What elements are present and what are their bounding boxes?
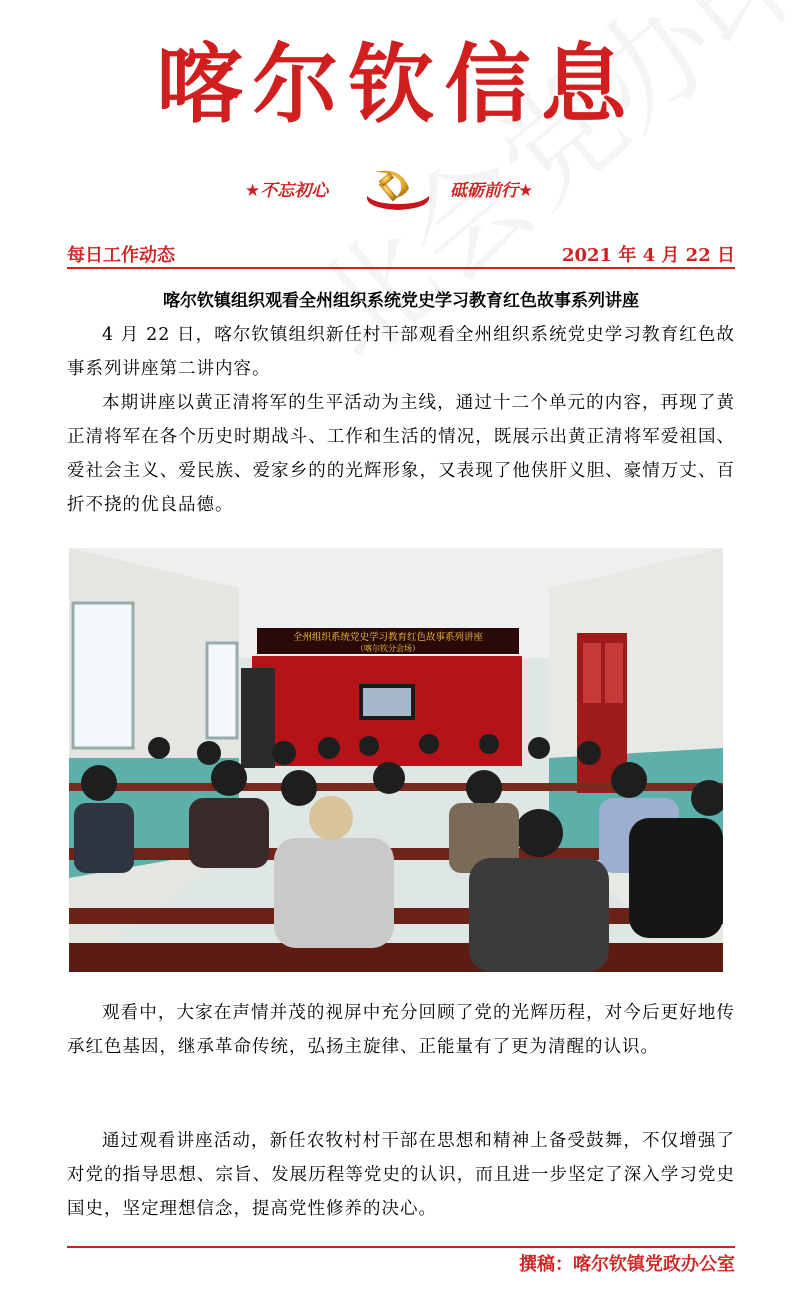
- section-label: 每日工作动态: [67, 245, 175, 266]
- article-title: 喀尔钦镇组织观看全州组织系统党史学习教育红色故事系列讲座: [163, 291, 639, 311]
- byline: 撰稿：喀尔钦镇党政办公室: [519, 1254, 735, 1275]
- photo-banner-line1: 全州组织系统党史学习教育红色故事系列讲座: [292, 632, 484, 643]
- slogan-right: 砥砺前行★: [450, 181, 534, 201]
- paragraph-1: 4 月 22 日，喀尔钦镇组织新任村干部观看全州组织系统党史学习教育红色故事系列讲座第二讲内容。: [67, 325, 735, 379]
- slogan-row: [0, 160, 793, 216]
- photo-banner-line2: （喀尔钦分会场）: [356, 644, 420, 653]
- meta-row: [67, 241, 735, 269]
- paragraph-4: 通过观看讲座活动，新任农牧村村干部在思想和精神上备受鼓舞，不仅增强了对党的指导思想、宗旨、发展历程等党史的认识，而且进一步坚定了深入学习党史国史，坚定理想信念，提高党性修养的决心。: [67, 1131, 735, 1219]
- paragraph-3: 观看中，大家在声情并茂的视屏中充分回顾了党的光辉历程，对今后更好地传承红色基因，继承革命传统，弘扬主旋律、正能量有了更为清醒的认识。: [67, 1003, 735, 1057]
- slogan-left: ★不忘初心: [245, 181, 329, 201]
- meeting-photo: [69, 548, 723, 972]
- party-emblem-icon: [361, 162, 435, 214]
- paragraph-2: 本期讲座以黄正清将军的生平活动为主线，通过十二个单元的内容，再现了黄正清将军在各个历史时期战斗、工作和生活的情况，既展示出黄正清将军爱祖国、爱社会主义、爱民族、爱家乡的的光辉形象，又表现了他侠肝义胆、豪情万丈、百折不挠的优良品德。: [67, 393, 735, 515]
- issue-date: 2021 年 4 月 22 日: [561, 245, 735, 266]
- meeting-room-illustration: [69, 548, 723, 972]
- footer-rule: [67, 1246, 735, 1248]
- masthead-title: 喀尔钦信息: [156, 35, 637, 135]
